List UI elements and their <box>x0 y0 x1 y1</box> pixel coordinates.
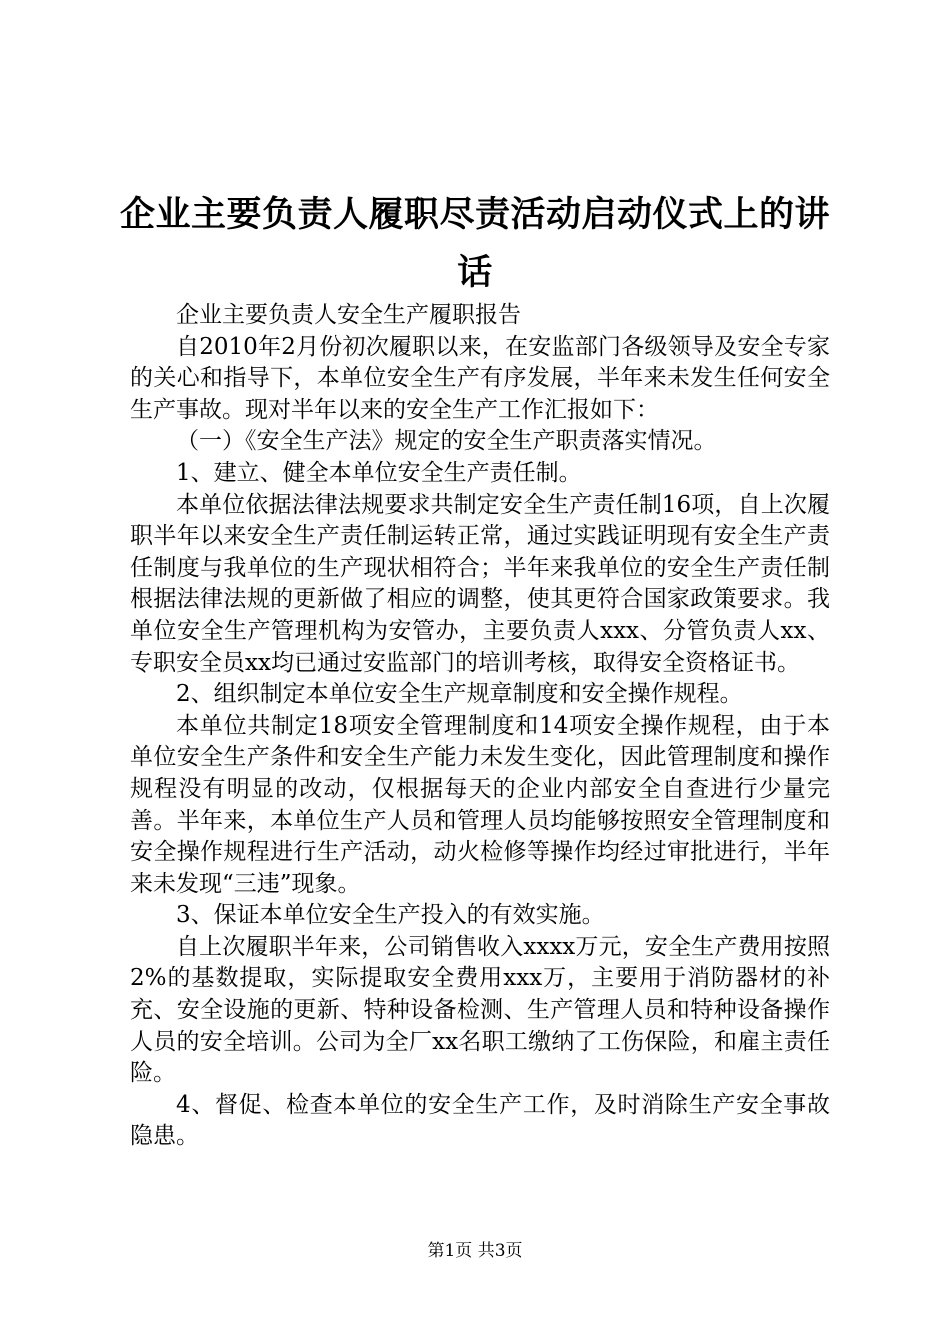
paragraph-item-3-body: 自上次履职半年来，公司销售收入xxxx万元，安全生产费用按照2%的基数提取，实际提取安全费用xxx万，主要用于消防器材的补充、安全设施的更新、特种设备检测、生产管理人员和特种设备操作人员的安全培训。公司为全厂xx名职工缴纳了工伤保险，和雇主责任险。 <box>130 933 830 1087</box>
paragraph-item-1-body: 本单位依据法律法规要求共制定安全生产责任制16项，自上次履职半年以来安全生产责任制运转正常，通过实践证明现有安全生产责任制度与我单位的生产现状相符合；半年来我单位的安全生产责任制根据法律法规的更新做了相应的调整，使其更符合国家政策要求。我单位安全生产管理机构为安管办，主要负责人xxx、分管负责人xx、专职安全员xx均已通过安监部门的培训考核，取得安全资格证书。 <box>130 491 830 676</box>
document-title: 企业主要负责人履职尽责活动启动仪式上的讲话 <box>120 194 831 293</box>
paragraph-report-heading: 企业主要负责人安全生产履职报告 <box>176 302 521 328</box>
paragraph-item-1-heading: 1、建立、健全本单位安全生产责任制。 <box>176 459 582 486</box>
paragraph-item-2-body: 本单位共制定18项安全管理制度和14项安全操作规程，由于本单位安全生产条件和安全生产能力未发生变化，因此管理制度和操作规程没有明显的改动，仅根据每天的企业内部安全自查进行少量完善。半年来，本单位生产人员和管理人员均能够按照安全管理制度和安全操作规程进行生产活动，动火检修等操作均经过审批进行，半年来未发现“三违”现象。 <box>130 712 830 897</box>
paragraph-item-2-heading: 2、组织制定本单位安全生产规章制度和安全操作规程。 <box>176 681 743 708</box>
paragraph-item-3-heading: 3、保证本单位安全生产投入的有效实施。 <box>176 902 605 929</box>
paragraph-item-4-heading: 4、督促、检查本单位的安全生产工作，及时消除生产安全事故隐患。 <box>130 1091 830 1150</box>
document-body <box>130 300 830 1153</box>
paragraph-intro: 自2010年2月份初次履职以来，在安监部门各级领导及安全专家的关心和指导下，本单位安全生产有序发展，半年来未发生任何安全生产事故。现对半年以来的安全生产工作汇报如下： <box>130 333 830 423</box>
paragraph-section-heading: （一）《安全生产法》规定的安全生产职责落实情况。 <box>176 428 717 455</box>
page-footer: 第1页 共3页 <box>427 1241 523 1261</box>
